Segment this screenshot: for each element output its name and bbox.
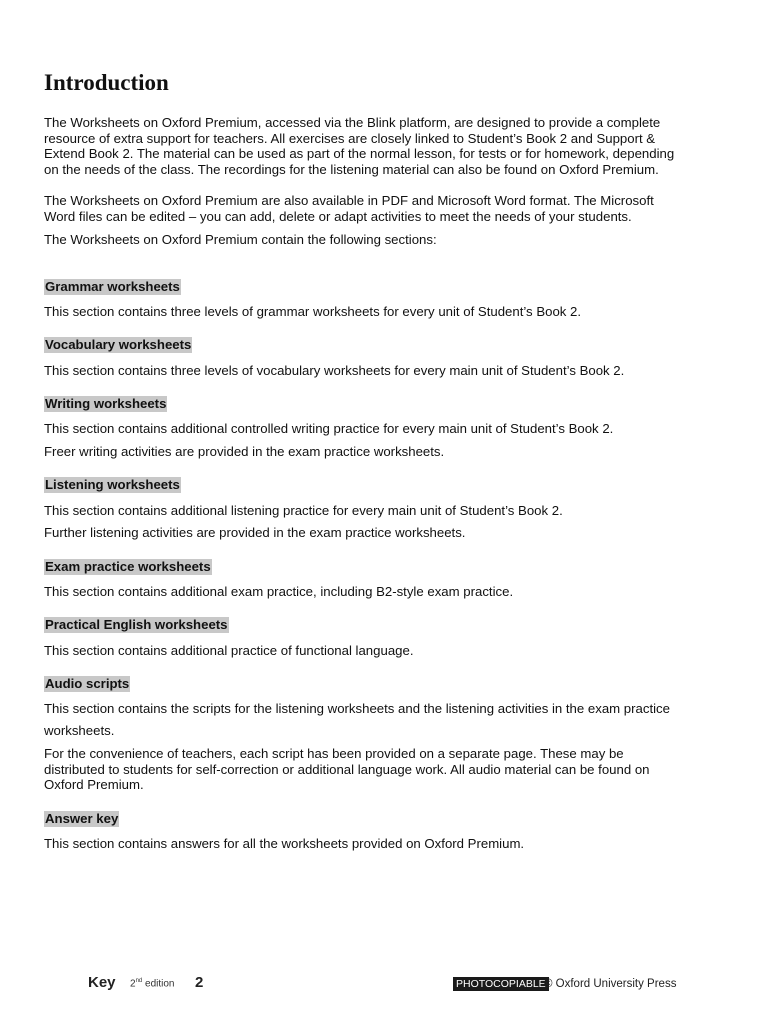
section-text: Further listening activities are provided in the exam practice worksheets. [44, 525, 466, 540]
section-heading-grammar: Grammar worksheets [45, 279, 180, 294]
page-number: 2 [195, 974, 204, 991]
intro-line: The Worksheets on Oxford Premium are also available in PDF and Microsoft Word format. The Microsoft [44, 193, 654, 208]
section-text: This section contains additional practice of functional language. [44, 643, 414, 658]
intro-paragraph-1 [44, 115, 734, 177]
section-text: Oxford Premium. [44, 777, 144, 792]
intro-paragraph-2 [44, 193, 734, 224]
section-text: For the convenience of teachers, each script has been provided on a separate page. These may be [44, 746, 624, 761]
section-heading-audio-scripts: Audio scripts [45, 676, 130, 691]
section-heading-practical-english: Practical English worksheets [45, 617, 228, 632]
section-text: This section contains the scripts for the listening worksheets and the listening activities in the exam practice [44, 701, 670, 716]
page-title: Introduction [44, 70, 169, 95]
intro-line: resource of extra support for teachers. All exercises are closely linked to Student’s Book 2 and Support & [44, 130, 656, 146]
section-text: This section contains additional listening practice for every main unit of Student’s Book 2. [44, 503, 563, 518]
section-text: worksheets. [44, 723, 115, 738]
audio-scripts-paragraph [44, 746, 734, 793]
section-text: This section contains three levels of vocabulary worksheets for every main unit of Student’s Book 2. [44, 363, 625, 378]
intro-line: Extend Book 2. The material can be used as part of the normal lesson, for tests or for homework, depending [44, 146, 675, 161]
intro-line: The Worksheets on Oxford Premium, accessed via the Blink platform, are designed to provide a complete [44, 115, 661, 130]
photocopiable-badge: PHOTOCOPIABLE [453, 977, 549, 991]
page-footer [0, 968, 768, 1000]
section-text: This section contains answers for all the worksheets provided on Oxford Premium. [44, 836, 525, 851]
section-heading-listening: Listening worksheets [45, 477, 180, 492]
footer-book-title: Key [88, 974, 116, 991]
copyright-notice: © Oxford University Press [544, 978, 677, 990]
footer-edition: 2nd edition [130, 978, 175, 990]
section-text: This section contains additional exam practice, including B2-style exam practice. [44, 584, 514, 599]
section-text: Freer writing activities are provided in the exam practice worksheets. [44, 444, 445, 459]
intro-line: on the needs of the class. The recordings for the listening material can also be found on Oxford Premium. [44, 161, 659, 177]
section-heading-answer-key: Answer key [45, 811, 119, 826]
section-text: This section contains additional controlled writing practice for every main unit of Student’s Book 2. [44, 421, 614, 436]
section-heading-exam-practice: Exam practice worksheets [45, 559, 211, 574]
intro-line: Word files can be edited – you can add, delete or adapt activities to meet the needs of your students. [44, 208, 632, 224]
section-text: distributed to students for self-correction or additional language work. All audio material can be found on [44, 761, 650, 777]
section-heading-writing: Writing worksheets [45, 396, 167, 411]
intro-paragraph-3: The Worksheets on Oxford Premium contain the following sections: [44, 232, 437, 247]
section-heading-vocabulary: Vocabulary worksheets [45, 337, 192, 352]
section-text: This section contains three levels of grammar worksheets for every unit of Student’s Book 2. [44, 304, 582, 319]
